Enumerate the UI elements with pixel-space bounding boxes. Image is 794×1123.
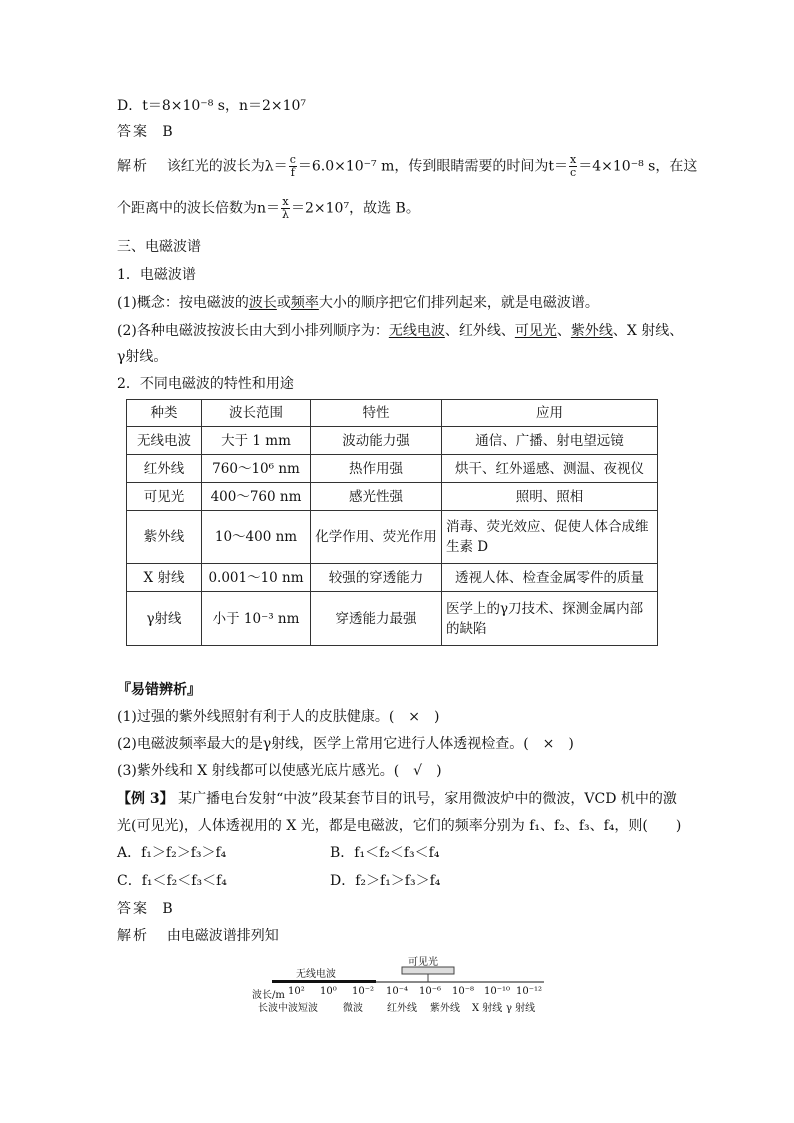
wave-properties-table: [126, 399, 658, 646]
example-text-1: 某广播电台发射“中波”段某套节目的讯号，家用微波炉中的微波，VCD 机中的激: [178, 791, 677, 807]
fraction-numerator: x: [570, 153, 577, 166]
fraction-x-over-c: [569, 154, 577, 179]
table-cell: X 射线: [127, 564, 202, 592]
order-underline-visible: 可见光: [514, 323, 557, 339]
table-row: [127, 564, 658, 592]
analysis-text-part1: 该红光的波长为λ＝: [166, 158, 288, 175]
table-header-row: [127, 400, 658, 427]
fraction-numerator: c: [289, 153, 296, 166]
fraction-c-over-f: [289, 154, 297, 179]
section-heading: 三、电磁波谱: [117, 239, 201, 255]
concept-underline-frequency: 频率: [290, 295, 319, 311]
option-d-text: D．t＝8×10⁻⁸ s，n＝2×10⁷: [117, 98, 307, 114]
order-line-1: [117, 321, 683, 341]
answer-value: B: [162, 901, 173, 917]
subsection-heading-2: 2．不同电磁波的特性和用途: [117, 376, 294, 392]
mistake-item: (3)紫外线和 X 射线都可以使感光底片感光。( √ ): [117, 763, 442, 779]
analysis-line-2: [117, 196, 420, 221]
tick-label: 10⁻⁶: [419, 986, 442, 997]
table-cell: 0.001～10 nm: [202, 564, 311, 592]
table-header-cell: 种类: [127, 400, 202, 427]
concept-underline-wavelength: 波长: [248, 295, 277, 311]
band-label: X 射线: [472, 1003, 503, 1014]
table-cell: γ射线: [127, 592, 202, 646]
option-a: A．f₁＞f₂＞f₃＞f₄: [117, 845, 227, 861]
band-label: γ 射线: [506, 1003, 536, 1014]
tick-label: 10⁻⁸: [452, 986, 475, 997]
analysis-text: 由电磁波谱排列知: [166, 928, 279, 944]
analysis-label: 解析: [117, 928, 149, 944]
mistake-item: (2)电磁波频率最大的是γ射线，医学上常用它进行人体透视检查。( × ): [117, 736, 574, 752]
analysis-text-part4: 个距离中的波长倍数为n＝: [117, 200, 281, 217]
concept-text-c: 大小的顺序把它们排列起来，就是电磁波谱。: [318, 295, 599, 311]
band-label: 红外线: [387, 1003, 417, 1014]
table-row: [127, 511, 658, 564]
answer-label: 答案: [117, 124, 149, 140]
wavelength-label: 波长/m: [252, 990, 285, 1001]
visible-band-label: 可见光: [408, 957, 438, 968]
band-label: 紫外线: [430, 1003, 460, 1014]
tick-label: 10⁰: [320, 986, 337, 997]
fraction-denominator: f: [290, 166, 295, 179]
tick-label: 10⁻¹²: [516, 986, 543, 997]
fraction-denominator: λ: [282, 208, 290, 221]
table-cell: 760～10⁶ nm: [202, 455, 311, 483]
table-header-cell: 波长范围: [202, 400, 311, 427]
order-text-a: (2)各种电磁波按波长由大到小排列顺序为：: [117, 323, 389, 339]
order-text-b: 、红外线、: [444, 323, 515, 339]
tick-label: 10⁻¹⁰: [484, 986, 511, 997]
example-label: 【例 3】: [117, 791, 174, 807]
table-cell: 大于 1 mm: [202, 427, 311, 455]
table-cell: 10～400 nm: [202, 511, 311, 564]
table-cell: 可见光: [127, 483, 202, 511]
analysis-text-part2: ＝6.0×10⁻⁷ m，传到眼睛需要的时间为t＝: [297, 158, 569, 175]
mistake-item: (1)过强的紫外线照射有利于人的皮肤健康。( × ): [117, 709, 440, 725]
fraction-x-over-lambda: [281, 196, 290, 221]
visible-band-box: [402, 967, 454, 974]
answer-line: [117, 899, 173, 919]
table-cell: 波动能力强: [311, 427, 442, 455]
order-line-2: γ射线。: [117, 349, 168, 365]
answer-value: B: [162, 124, 173, 140]
table-header-cell: 应用: [442, 400, 658, 427]
table-cell: 穿透能力最强: [311, 592, 442, 646]
table-cell: 化学作用、荧光作用: [311, 511, 442, 564]
order-underline-radio: 无线电波: [388, 323, 445, 339]
table-cell: 烘干、红外遥感、测温、夜视仪: [442, 455, 658, 483]
fraction-denominator: c: [570, 166, 577, 179]
table-row: [127, 455, 658, 483]
analysis-text-part3: ＝4×10⁻⁸ s，在这: [578, 158, 698, 175]
option-d: D．f₂＞f₁＞f₃＞f₄: [330, 873, 441, 889]
example-line-2: 光(可见光)，人体透视用的 X 光，都是电磁波，它们的频率分别为 f₁、f₂、f₃、f₄，则( ): [117, 818, 682, 834]
analysis-text-part5: ＝2×10⁷，故选 B。: [291, 200, 420, 217]
mistakes-title: 『易错辨析』: [117, 682, 201, 698]
table-cell: 消毒、荧光效应、促使人体合成维生素 D: [442, 511, 658, 564]
concept-text-a: (1)概念：按电磁波的: [117, 295, 249, 311]
order-underline-uv: 紫外线: [570, 323, 613, 339]
order-text-d: 、X 射线、: [612, 323, 684, 339]
radio-band-label: 无线电波: [296, 969, 336, 980]
analysis-label: 解析: [117, 158, 149, 175]
table-cell: 小于 10⁻³ nm: [202, 592, 311, 646]
spectrum-diagram: [248, 950, 548, 1014]
answer-line: [117, 122, 173, 142]
table-header-cell: 特性: [311, 400, 442, 427]
table-cell: 紫外线: [127, 511, 202, 564]
analysis-line: [117, 926, 279, 946]
order-text-c: 、: [556, 323, 571, 339]
table-cell: 透视人体、检查金属零件的质量: [442, 564, 658, 592]
fraction-numerator: x: [282, 195, 289, 208]
table-cell: 无线电波: [127, 427, 202, 455]
band-label: 长波中波短波: [258, 1003, 318, 1014]
table-cell: 400～760 nm: [202, 483, 311, 511]
table-cell: 较强的穿透能力: [311, 564, 442, 592]
concept-line: [117, 293, 599, 313]
concept-text-b: 或: [276, 295, 291, 311]
table-cell: 照明、照相: [442, 483, 658, 511]
table-cell: 红外线: [127, 455, 202, 483]
option-c: C．f₁＜f₂＜f₃＜f₄: [117, 873, 227, 889]
table-row: [127, 483, 658, 511]
tick-label: 10⁻⁴: [386, 986, 409, 997]
table-cell: 医学上的γ刀技术、探测金属内部的缺陷: [442, 592, 658, 646]
analysis-line-1: [117, 154, 697, 179]
example-line-1: [117, 789, 677, 809]
subsection-heading-1: 1．电磁波谱: [117, 267, 196, 283]
table-row: [127, 427, 658, 455]
option-b: B．f₁＜f₂＜f₃＜f₄: [330, 845, 440, 861]
band-label: 微波: [343, 1003, 363, 1014]
table-row: [127, 592, 658, 646]
tick-label: 10²: [288, 986, 305, 997]
tick-label: 10⁻²: [352, 986, 375, 997]
table-cell: 通信、广播、射电望远镜: [442, 427, 658, 455]
table-cell: 热作用强: [311, 455, 442, 483]
answer-label: 答案: [117, 901, 149, 917]
table-cell: 感光性强: [311, 483, 442, 511]
